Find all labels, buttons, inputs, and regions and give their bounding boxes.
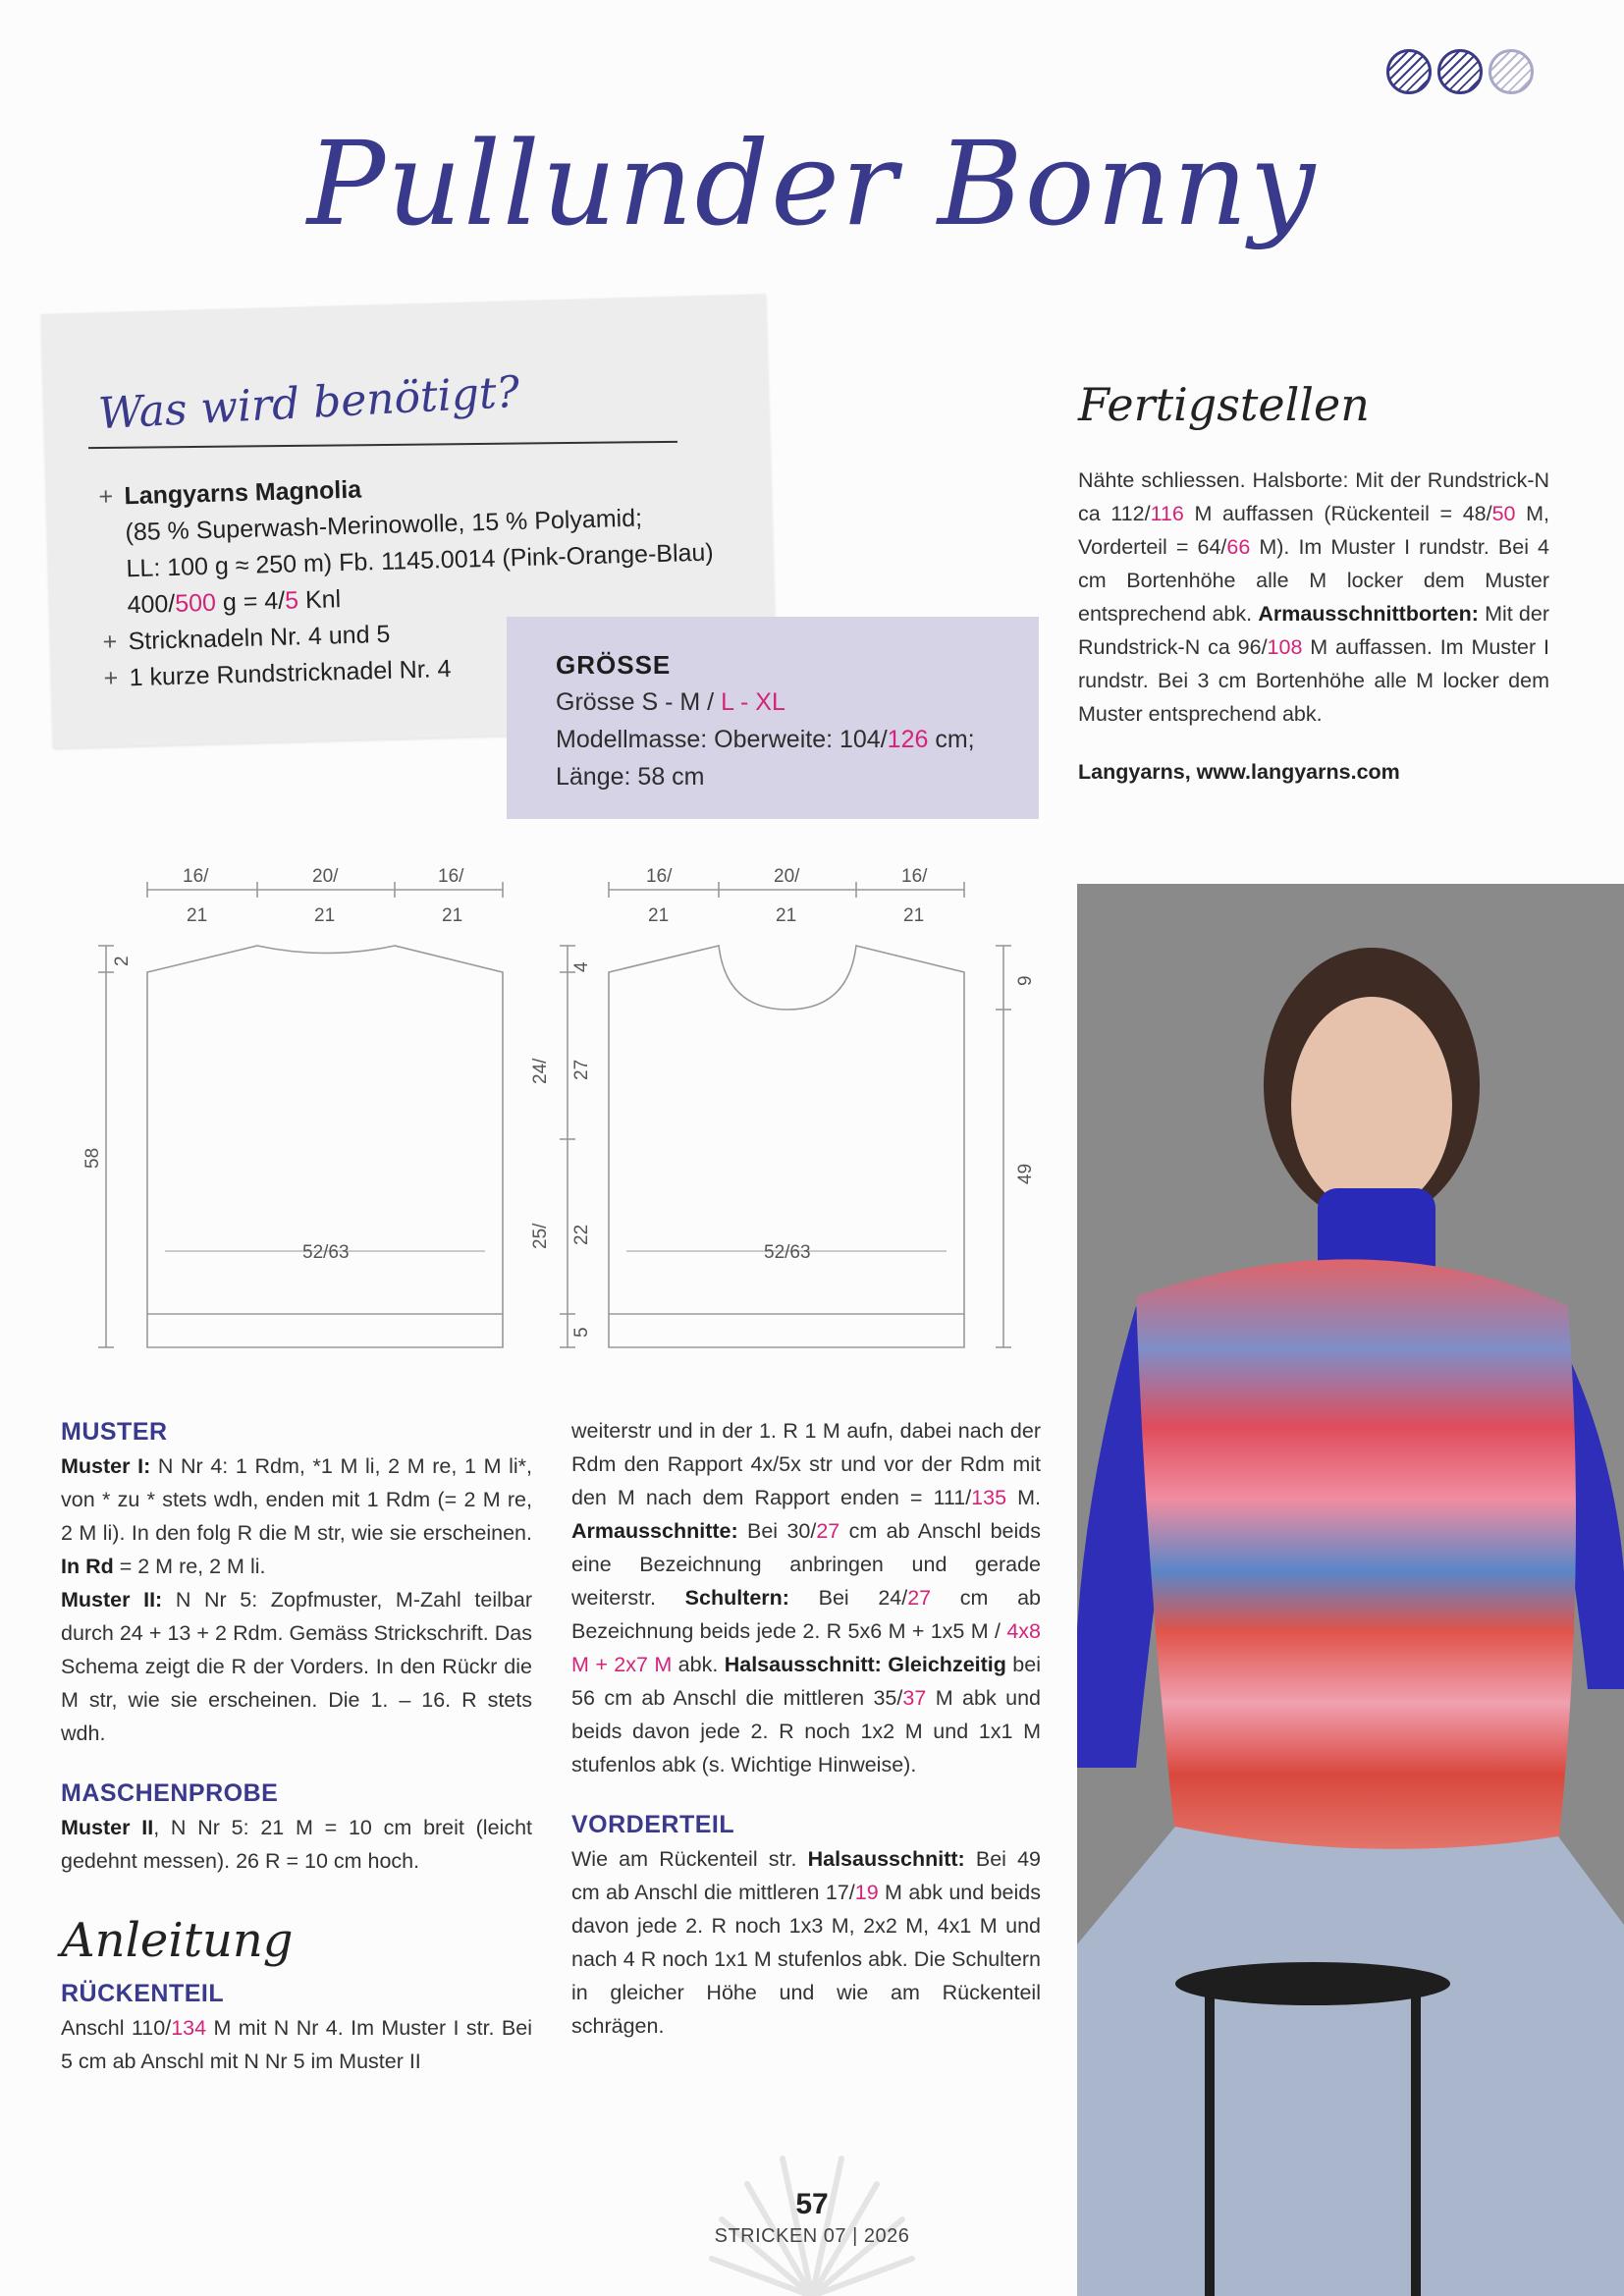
front-heading: VORDERTEIL [571,1811,735,1838]
size-heading: GRÖSSE [556,650,672,680]
left-text-column [61,1414,532,2078]
measure-line: Modellmasse: Oberweite: 104/126 cm; [556,726,975,753]
muster-1-text: Muster I: N Nr 4: 1 Rdm, *1 M li, 2 M re, 1 M li*, von * zu * stets wdh, enden mit 1 Rdm (= 2 M re, 2 M li). In den folg R die M str, wie sie erscheinen. In Rd = 2 M re, 2 M li. [61,1454,532,1578]
brand-credit: Langyarns, www.langyarns.com [1078,760,1400,784]
yarn-ball-icon [1437,49,1483,94]
maschenprobe-heading: MASCHENPROBE [61,1779,279,1807]
plus-icon: + [98,482,114,511]
size-box [507,617,1039,819]
finishing-text: Nähte schliessen. Halsborte: Mit der Rundstrick-N ca 112/116 M auffassen (Rückenteil = 48/50 M, Vorderteil = 64/66 M). Im Muster I rundstr. Bei 4 cm Bortenhöhe alle M locker dem Muster entsprechend abk. Armausschnittborten: Mit der Rundstrick-N ca 96/108 M auffassen. Im Muster I rundstr. Bei 3 cm Bortenhöhe alle M locker dem Muster entsprechend abk. [1078,468,1549,726]
anleitung-heading: Anleitung [61,1913,294,1968]
dim-label: 27 [571,1059,592,1080]
list-item: + 1 kurze Rundstricknadel Nr. 4 [103,642,752,696]
difficulty-indicator [1386,49,1534,94]
plus-icon: + [103,664,119,692]
materials-heading: Was wird benötigt? [96,366,521,440]
muster-heading: MUSTER [61,1418,168,1446]
maschenprobe-text: Muster II, N Nr 5: 21 M = 10 cm breit (leicht gedehnt messen). 26 R = 10 cm hoch. [61,1816,532,1873]
length-line: Länge: 58 cm [556,763,705,791]
back-text: Anschl 110/134 M mit N Nr 4. Im Muster I str. Bei 5 cm ab Anschl mit N Nr 5 im Muster II [61,2016,532,2073]
dim-label: 20/ [312,866,339,887]
dim-label: 52/63 [302,1242,350,1263]
size-line: Grösse S - M / L - XL [556,688,785,716]
dim-label: 16/ [646,866,673,887]
yarn-ball-icon [1386,49,1432,94]
model-photo [1077,884,1624,2296]
list-item: + Stricknadeln Nr. 4 und 5 [102,607,751,661]
page-number: 57 [795,2188,829,2220]
middle-text-column [571,1414,1041,2043]
finishing-heading: Fertigstellen [1078,378,1370,431]
dim-label: 20/ [774,866,800,887]
dim-label: 52/63 [764,1242,811,1263]
back-text-continued: weiterstr und in der 1. R 1 M aufn, dabei nach der Rdm den Rapport 4x/5x str und vor der Rdm mit den M nach dem Rapport enden = 111/135 M. Armausschnitte: Bei 30/27 cm ab Anschl beids eine Bezeichnung anbringen und gerade weiterstr. Schultern: Bei 24/27 cm ab Bezeichnung beids jede 2. R 5x6 M + 1x5 M / 4x8 M + 2x7 M abk. Halsausschnitt: Gleichzeitig bei 56 cm ab Anschl die mittleren 35/37 M abk und beids davon jede 2. R noch 1x2 M und 1x1 M stufenlos abk (s. Wichtige Hinweise). [571,1419,1041,1777]
front-text: Wie am Rückenteil str. Halsausschnitt: Bei 49 cm ab Anschl die mittleren 17/19 M abk und beids davon jede 2. R noch 1x3 M, 2x2 M, 4x1 M und nach 4 R noch 1x1 M stufenlos abk. Die Schultern in gleicher Höhe und wie am Rückenteil schrägen. [571,1847,1042,2038]
dim-label: 5 [571,1327,592,1338]
dim-label: 49 [1015,1163,1036,1184]
page-title: Pullunder Bonny [306,116,1318,251]
magazine-issue: STRICKEN 07 | 2026 [714,2225,910,2247]
model-photo-illustration [1077,884,1624,2296]
dim-label: 21 [903,905,925,926]
plus-icon: + [102,628,118,656]
dim-label: 16/ [183,866,209,887]
dim-label: 16/ [901,866,928,887]
dim-label: 21 [187,905,208,926]
dim-label: 2 [112,956,133,966]
dim-label: 21 [314,905,336,926]
dim-label: 21 [648,905,670,926]
dim-label: 21 [776,905,797,926]
dim-label: 22 [571,1224,592,1245]
dim-label: 25/ [530,1223,551,1249]
dim-label: 4 [571,961,592,972]
dim-label: 21 [442,905,463,926]
back-heading: RÜCKENTEIL [61,1980,225,2007]
yarn-ball-icon [1489,49,1534,94]
list-item: + Langyarns Magnolia (85 % Superwash-Merinowolle, 15 % Polyamid; LL: 100 g ≈ 250 m) Fb. 1145.0014 (Pink-Orange-Blau) 400/500 g = 4/5 Knl [98,475,715,620]
dim-label: 24/ [530,1058,551,1084]
dim-label: 16/ [438,866,464,887]
muster-2-text: Muster II: N Nr 5: Zopfmuster, M-Zahl teilbar durch 24 + 13 + 2 Rdm. Gemäss Strickschrift. Das Schema zeigt die R der Vorders. In den Rückr die M str, wie sie erscheinen. Die 1. – 16. R stets wdh. [61,1588,532,1745]
dim-label: 9 [1015,975,1036,986]
schematic-diagram [59,845,1051,1375]
dim-label: 58 [82,1147,103,1169]
